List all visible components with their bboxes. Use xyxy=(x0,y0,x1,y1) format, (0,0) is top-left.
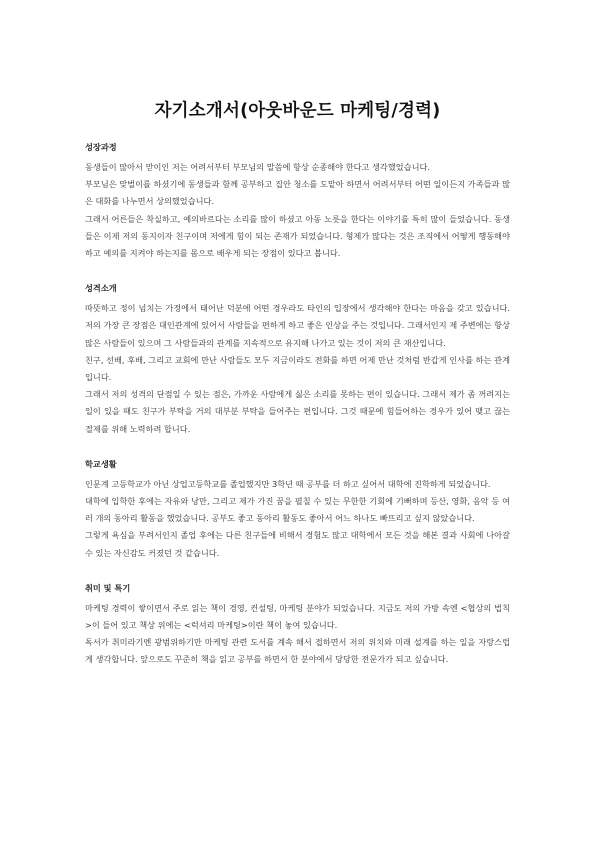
section-heading: 성격소개 xyxy=(85,283,117,294)
section-hobbies xyxy=(85,582,510,669)
paragraph: 독서가 취미라기엔 광범위하기만 마케팅 관련 도서를 계속 해서 접하면서 저의 위치와 미래 설계를 하는 일을 자랑스럽게 생각합니다. 앞으로도 꾸준히 책을 읽고 공부를 하면서 한 분야에서 당당한 전문가가 되고 싶습니다. xyxy=(85,637,510,665)
paragraph: 그렇게 욕심을 부려서인지 졸업 후에는 다른 친구들에 비해서 경험도 많고 대학에서 모든 것을 해본 결과 사회에 나아갈 수 있는 자신감도 커졌던 것 같습니다. xyxy=(85,530,510,558)
section-school-life xyxy=(85,458,510,562)
section-heading: 취미 및 특기 xyxy=(85,582,131,593)
paragraph: 인문계 고등학교가 아닌 상업고등학교를 졸업했지만 3학년 때 공부를 더 하고 싶어서 대학에 진학하게 되었습니다. xyxy=(85,478,491,489)
paragraph: 동생들이 많아서 맏이인 저는 어려서부터 부모님의 말씀에 항상 순종해야 한다고 생각했었습니다. xyxy=(85,162,430,172)
page-title: 자기소개서(아웃바운드 마케팅/경력) xyxy=(154,101,441,121)
paragraph: 친구, 선배, 후배, 그리고 교회에 만난 사람들도 모두 지금이라도 전화를 하면 어제 만난 것처럼 반갑게 인사를 하는 관계입니다. xyxy=(85,354,510,383)
section-heading: 학교생활 xyxy=(85,458,117,469)
paragraph: 마케팅 경력이 쌓이면서 주로 읽는 책이 경영, 컨설팅, 마케팅 분야가 되었습니다. 지금도 저의 가방 속엔 <협상의 법칙>이 들어 있고 책상 위에는 <럭셔리 마케팅>이란 책이 놓여 있습니다. xyxy=(85,602,510,631)
paragraph: 대학에 입학한 후에는 자유와 낭만, 그리고 제가 가진 꿈을 펼칠 수 있는 무한한 기회에 기뻐하며 등산, 영화, 음악 등 여러 개의 동아리 활동을 했었습니다. 공부도 좋고 동아리 활동도 좋아서 어느 하나도 빠뜨리고 싶지 않았습니다. xyxy=(85,496,510,524)
paragraph: 그래서 어른들은 착실하고, 예의바르다는 소리를 많이 하셨고 아동 노릇을 한다는 이야기를 특히 많이 들었습니다. 동생들은 이제 저의 동지이자 친구이며 저에게 힘이 되는 존재가 되었습니다. 형제가 많다는 것은 조직에서 어떻게 행동해야 하고 예의를 지켜야 하는지를 몸으로 배우게 되는 장점이 있다고 봅니다. xyxy=(85,213,510,259)
paragraph: 그래서 저의 성격의 단점일 수 있는 점은, 가까운 사람에게 싫은 소리를 못하는 편이 있습니다. 그래서 제가 좀 꺼려지는 일이 있을 때도 친구가 부탁을 거의 대부분 부탁을 들어주는 편입니다. 그것 때문에 힘들어하는 경우가 있어 맺고 끊는 절제를 위해 노력하려 합니다. xyxy=(85,389,510,434)
paragraph: 따뜻하고 정이 넘치는 가정에서 태어난 덕분에 어떤 경우라도 타인의 입장에서 생각해야 한다는 마음을 갖고 있습니다. 저의 가장 큰 장점은 대인관계에 있어서 사람들을 편하게 하고 좋은 인상을 주는 것입니다. 그래서인지 제 주변에는 항상 많은 사람들이 있으며 그 사람들과의 관계를 지속적으로 유지해 나가고 있는 것이 저의 큰 재산입니다. xyxy=(85,303,510,348)
section-growth xyxy=(85,141,510,262)
paragraph: 부모님은 맞벌이를 하셨기에 동생들과 함께 공부하고 집안 청소를 도맡아 하면서 어려서부터 어떤 일이든지 가족들과 많은 대화를 나누면서 상의했었습니다. xyxy=(85,179,510,207)
document-body xyxy=(85,141,510,689)
section-personality xyxy=(85,282,510,438)
section-heading: 성장과정 xyxy=(85,142,117,152)
